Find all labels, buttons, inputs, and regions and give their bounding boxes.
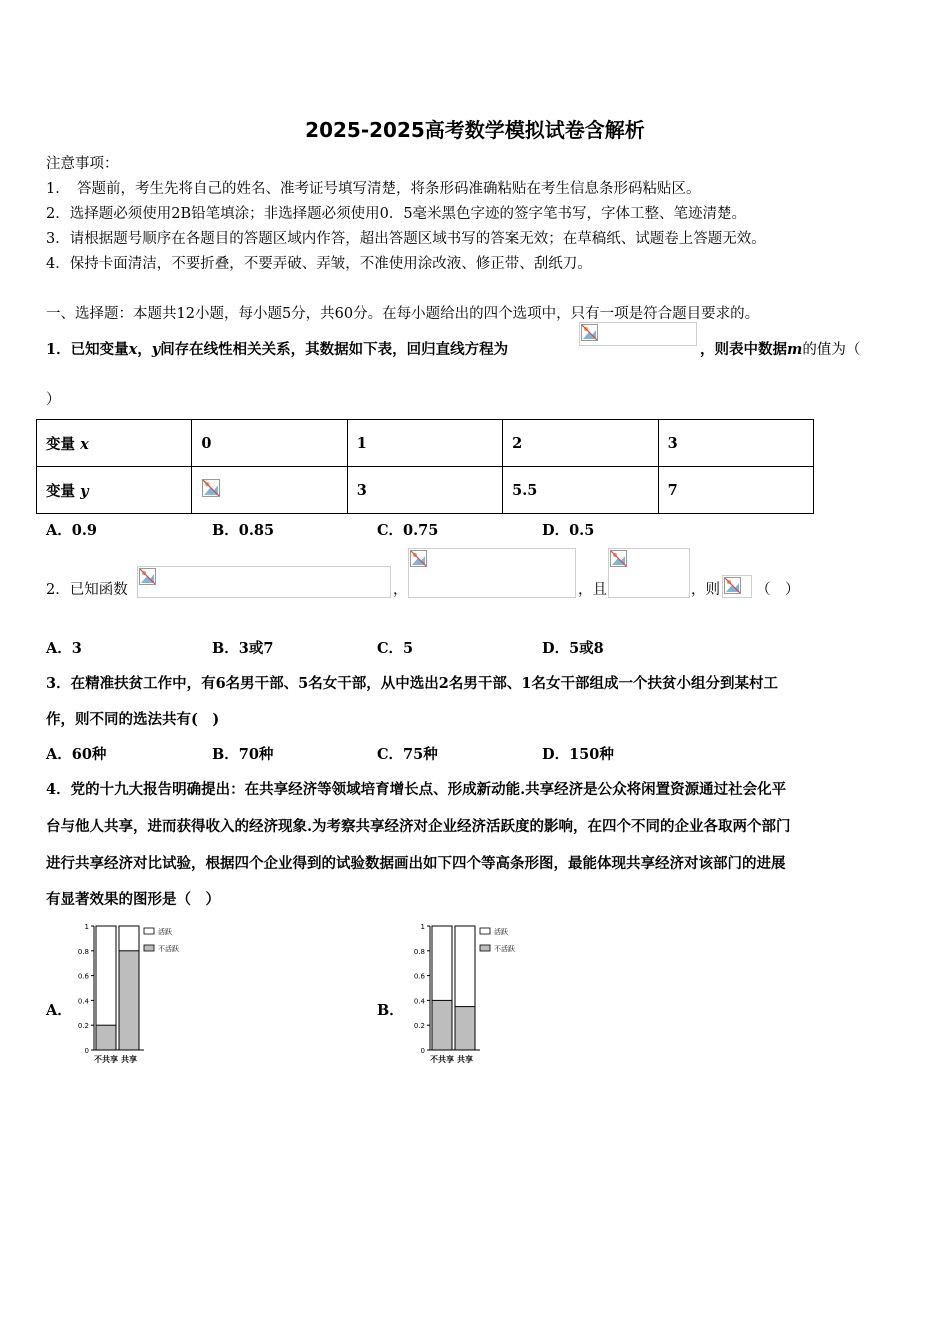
table-row: [37, 420, 814, 467]
x-tick-label: 不共享: [430, 1055, 454, 1064]
table-cell: 3: [658, 420, 813, 467]
row-var: y: [80, 482, 89, 500]
table-cell: [192, 467, 347, 514]
q1-var-x: x: [128, 341, 138, 358]
notice-item-4: 4．保持卡面清洁，不要折叠，不要弄破、弄皱，不准使用涂改液、修正带、刮纸刀。: [46, 256, 592, 272]
legend-label: 活跃: [494, 928, 508, 936]
y-tick-label: 0.6: [413, 972, 425, 981]
row-label: 变量: [46, 482, 75, 500]
table-cell: [37, 467, 192, 514]
notice-heading: 注意事项：: [46, 156, 119, 172]
q2-comma-2: ，且: [578, 582, 607, 598]
q2-condition-image-2: [608, 548, 690, 598]
y-tick-label: 0: [420, 1047, 425, 1055]
q4-line-1: 4．党的十九大报告明确提出：在共享经济等领域培育增长点、形成新动能.共享经济是公众将闲置资源通过社会化平: [46, 781, 787, 798]
q1-option-c: C．0.75: [377, 522, 439, 539]
q1-var-m: m: [787, 341, 803, 358]
q2-option-c: C．5: [377, 640, 414, 657]
q1-option-b: B．0.85: [212, 522, 275, 539]
legend-swatch-active: [144, 928, 154, 934]
q2-comma-3: ，则: [691, 582, 720, 598]
table-cell: 3: [347, 467, 502, 514]
legend-swatch-inactive: [144, 945, 154, 951]
q1-equation-image: [579, 322, 697, 346]
legend-label: 活跃: [158, 928, 172, 936]
q3-option-c: C．75种: [377, 746, 438, 763]
y-tick-label: 0.4: [77, 997, 89, 1006]
broken-image-icon: [722, 575, 752, 598]
notice-item-1: 1． 答题前，考生先将自己的姓名、准考证号填写清楚，将条形码准确粘贴在考生信息条形码粘贴区。: [46, 181, 701, 197]
y-tick-label: 1: [420, 923, 425, 931]
table-cell: 5.5: [503, 467, 658, 514]
q2-paren: （ ）: [756, 582, 800, 598]
legend-swatch-inactive: [480, 945, 490, 951]
broken-image-icon: [608, 548, 690, 598]
q2-stem-a: 2．已知函数: [46, 582, 128, 598]
x-tick-label: 不共享: [94, 1055, 118, 1064]
table-cell: 1: [347, 420, 502, 467]
q1-option-d: D．0.5: [542, 522, 595, 539]
q4-line-3: 进行共享经济对比试验，根据四个企业得到的试验数据画出如下四个等高条形图，最能体现共享经济对该部门的进展: [46, 855, 786, 872]
x-tick-label: 共享: [457, 1055, 473, 1064]
q2-option-a: A．3: [46, 640, 82, 657]
bar-inactive: [432, 1000, 452, 1050]
chart-a: [76, 918, 206, 1070]
page-title: 2025-2025高考数学模拟试卷含解析: [305, 118, 645, 142]
q1-stem-d: 的值为（: [802, 342, 861, 358]
table-cell: 2: [503, 420, 658, 467]
q4-line-2: 台与他人共享，进而获得收入的经济现象.为考察共享经济对企业经济活跃度的影响，在四个不同的企业各取两个部门: [46, 818, 791, 835]
notice-item-2: 2．选择题必须使用2B铅笔填涂；非选择题必须使用0．5毫米黑色字迹的签字笔书写，字体工整、笔迹清楚。: [46, 206, 747, 222]
q3-option-d: D．150种: [542, 746, 614, 763]
row-label: 变量: [46, 435, 75, 453]
q1-stem-a: 1．已知变量: [46, 341, 129, 358]
y-tick-label: 0: [84, 1047, 89, 1055]
broken-image-icon: [408, 548, 576, 598]
q1-stem-end: ）: [46, 392, 61, 408]
legend-swatch-active: [480, 928, 490, 934]
broken-image-icon: [201, 479, 221, 497]
bar-inactive: [119, 951, 139, 1050]
q1-stem: [46, 338, 508, 359]
q1-stem-b: 间存在线性相关关系，其数据如下表，回归直线方程为: [160, 341, 509, 358]
table-cell: 0: [192, 420, 347, 467]
q4-line-4: 有显著效果的图形是（ ）: [46, 891, 220, 908]
q2-option-d: D．5或8: [542, 640, 604, 657]
q1-var-y: y: [151, 341, 161, 358]
q2-comma-1: ，: [393, 582, 408, 598]
q2-condition-image-1: [408, 548, 576, 598]
notice-item-3: 3．请根据题号顺序在各题目的答题区域内作答，超出答题区域书写的答案无效；在草稿纸、试题卷上答题无效。: [46, 231, 766, 247]
q4-option-b-label: B．: [377, 1002, 404, 1019]
bar-inactive: [455, 1007, 475, 1050]
q2-option-b: B．3或7: [212, 640, 274, 657]
q3-option-b: B．70种: [212, 746, 274, 763]
q1-stem-tail: [700, 338, 860, 359]
y-tick-label: 0.4: [413, 997, 425, 1006]
q3-line-2: 作，则不同的选法共有( ): [46, 711, 220, 728]
chart-b: [412, 918, 542, 1070]
q1-data-table: [36, 419, 814, 514]
y-tick-label: 0.8: [413, 947, 425, 956]
y-tick-label: 1: [84, 923, 89, 931]
bar-inactive: [96, 1025, 116, 1050]
y-tick-label: 0.2: [413, 1022, 425, 1031]
x-tick-label: 共享: [121, 1055, 137, 1064]
q3-option-a: A．60种: [46, 746, 107, 763]
q1-sep: ，: [137, 341, 152, 358]
y-tick-label: 0.2: [77, 1022, 89, 1031]
legend-label: 不活跃: [494, 945, 515, 953]
row-var: x: [80, 435, 89, 453]
q3-line-1: 3．在精准扶贫工作中，有6名男干部、5名女干部，从中选出2名男干部、1名女干部组成一个扶贫小组分到某村工: [46, 675, 778, 692]
table-row: [37, 467, 814, 514]
table-cell: 7: [658, 467, 813, 514]
legend-label: 不活跃: [158, 945, 179, 953]
table-cell: [37, 420, 192, 467]
y-tick-label: 0.6: [77, 972, 89, 981]
q2-result-image: [722, 575, 752, 598]
y-tick-label: 0.8: [77, 947, 89, 956]
q1-stem-c: ，则表中数据: [700, 341, 787, 358]
broken-image-icon: [137, 566, 391, 598]
q4-option-a-label: A．: [46, 1002, 72, 1019]
q1-option-a: A．0.9: [46, 522, 97, 539]
section-heading: 一、选择题：本题共12小题，每小题5分，共60分。在每小题给出的四个选项中，只有一项是符合题目要求的。: [46, 306, 760, 322]
q2-function-image: [137, 566, 391, 598]
broken-image-icon: [579, 322, 697, 346]
